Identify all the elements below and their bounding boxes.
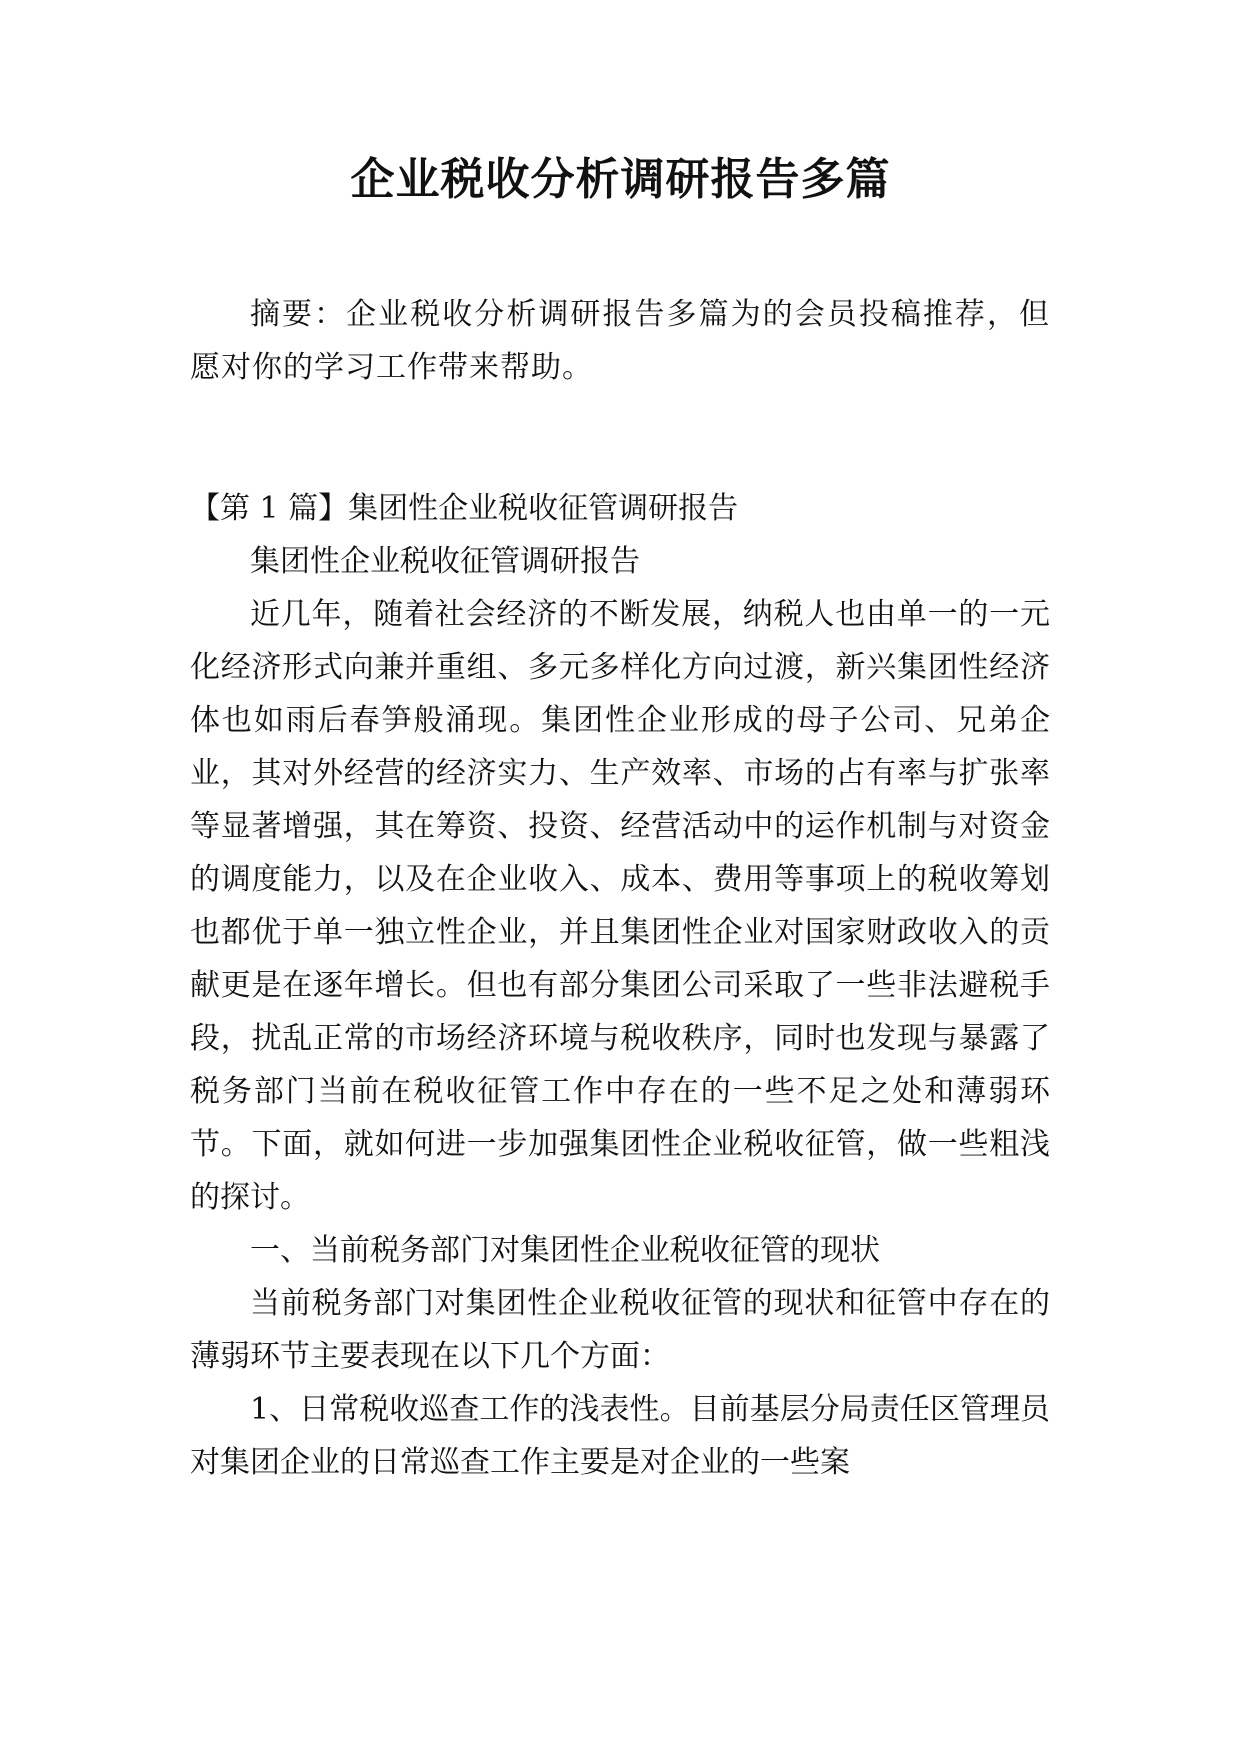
body-paragraph: 集团性企业税收征管调研报告 bbox=[250, 544, 640, 579]
document-body bbox=[190, 288, 1050, 1489]
body-paragraph: 一、当前税务部门对集团性企业税收征管的现状 bbox=[250, 1233, 880, 1268]
body-paragraph: 当前税务部门对集团性企业税收征管的现状和征管中存在的薄弱环节主要表现在以下几个方面： bbox=[190, 1286, 1050, 1374]
body-paragraph: 1、日常税收巡查工作的浅表性。目前基层分局责任区管理员对集团企业的日常巡查工作主要是对企业的一些案 bbox=[190, 1392, 1050, 1480]
document-title: 企业税收分析调研报告多篇 bbox=[350, 154, 891, 205]
body-paragraph: 近几年，随着社会经济的不断发展，纳税人也由单一的一元化经济形式向兼并重组、多元多样化方向过渡，新兴集团性经济体也如雨后春笋般涌现。集团性企业形成的母子公司、兄弟企业，其对外经营的经济实力、生产效率、市场的占有率与扩张率等显著增强，其在筹资、投资、经营活动中的运作机制与对资金的调度能力，以及在企业收入、成本、费用等事项上的税收筹划也都优于单一独立性企业，并且集团性企业对国家财政收入的贡献更是在逐年增长。但也有部分集团公司采取了一些非法避税手段，扰乱正常的市场经济环境与税收秩序，同时也发现与暴露了税务部门当前在税收征管工作中存在的一些不足之处和薄弱环节。下面，就如何进一步加强集团性企业税收征管，做一些粗浅的探讨。 bbox=[190, 597, 1050, 1215]
section-heading: 【第 1 篇】集团性企业税收征管调研报告 bbox=[190, 491, 739, 526]
abstract-paragraph: 摘要：企业税收分析调研报告多篇为的会员投稿推荐，但愿对你的学习工作带来帮助。 bbox=[190, 297, 1050, 385]
